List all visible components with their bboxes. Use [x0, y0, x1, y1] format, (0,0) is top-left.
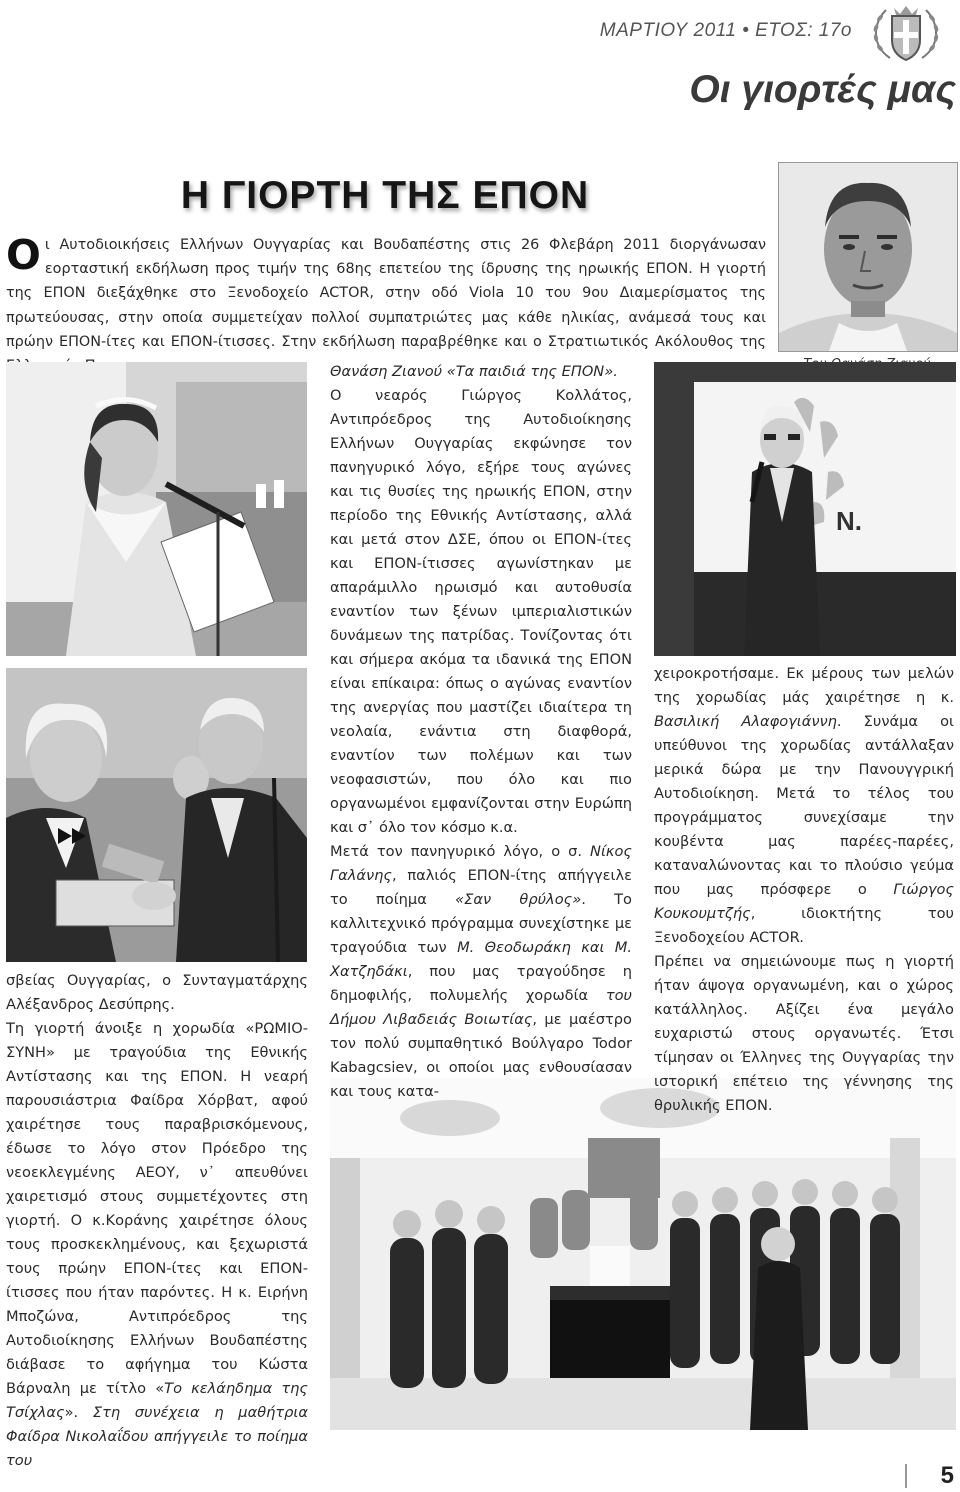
col2-p3-a: Μετά τον πανηγυρικό λόγο, ο σ. [330, 843, 591, 860]
photo-girl-reciting [6, 362, 307, 656]
col3-p1-name: Βασιλική Αλαφογιάννη [654, 713, 837, 730]
col2-p3-name1: Νίκος Γαλάνης [330, 843, 632, 884]
portrait-photo [778, 162, 958, 352]
col2-p3-poem: «Σαν θρύλος» [455, 891, 582, 908]
photo-award-handshake [6, 668, 307, 962]
intro-text: ι Αυτοδιοικήσεις Ελλήνων Ουγγαρίας και Βουδαπέστης στις 26 Φλεβάρη 2011 διοργάνωσαν εορταστική εκδήλωση προς τιμήν της 68ης επετείου της ίδρυσης της ηρωικής ΕΠΟΝ. Η γιορτή της ΕΠΟΝ διεξάχθηκε στο Ξενοδοχείο ACTOR, στην οδό Viola 10 του 9ου Διαμερίσματος της πρωτεύουσας, στην οποία συμμετείχαν πολλοί συμπατριώτες μας κάθε ηλικίας, ανάμεσά τους και πρώην ΕΠΟΝ-ίτες και ΕΠΟΝ-ίτισσες. Στην εκδήλωση παραβρέθηκε και ο Στρατιωτικός Ακόλουθος της [6, 237, 766, 350]
col2-paragraph-1 [330, 360, 632, 384]
section-title: Οι γιορτές μας [689, 68, 956, 111]
col3-p1-b: . Συνάμα οι υπεύθυνοι της χορωδίας αντάλλαξαν μερικά δώρα με την Πανουγγρική Αυτοδιοίκηση. Μετά το τέλος του προγράμματος συνεχίσαμε την κουβέντα μας παρέες-παρέες, καταναλώνοντας και το πλούσιο γεύμα που μας πρόσφερε ο [654, 713, 954, 898]
article-column-2 [330, 360, 632, 1104]
col2-p3-composers: Μ. Θεοδωράκη και Μ. Χατζηδάκι [330, 939, 632, 980]
col2-p1-italic: Θανάση Ζιανού «Τα παιδιά της ΕΠΟΝ». [330, 363, 618, 380]
col1-paragraph-1: σβείας Ουγγαρίας, ο Συνταγματάρχης Αλέξανδρος Δεσύπρης. [6, 972, 308, 1013]
col2-p3-b: , παλιός ΕΠΟΝ-ίτης απήγγειλε το ποίημα [330, 867, 632, 908]
col2-p3-d: , που μας τραγούδησε η δημοφιλής, πολυμελής χορωδία [330, 963, 632, 1004]
article-column-1 [6, 969, 308, 1473]
article-column-3 [654, 662, 954, 1118]
col1-p2-text: Τη γιορτή άνοιξε η χορωδία «ΡΩΜΙΟ-ΣΥΝΗ» με τραγούδια της Εθνικής Αντίστασης και της ΕΠΟΝ. Η νεαρή παρουσιάστρια Φαίδρα Χόρβατ, αφού χαιρέτησε τους παραβρισκόμενους, έδωσε το λόγο στον Πρόεδρο της νεοεκλεγμένης ΑΕΟΥ, ν᾽ απευθύνει χαιρετισμό στους συμμετέχοντες στη γιορτή. Ο κ.Κοράνης χαιρέτησε όλους τους προσκεκλημένους, και ξεχωριστά τους πρώην ΕΠΟΝ-ίτες και ΕΠΟΝ-ίτισσες που ήταν παρόντες. Η κ. Ειρήνη Μποζώνα, Αντιπρόεδρος της Αυτοδιοίκησης Ελλήνων Βουδαπέστης διάβασε το αφήγημα του Κώστα Βάρναλη με τίτλο « [6, 1020, 308, 1397]
photo-choir-performance [330, 1078, 956, 1430]
col2-paragraph-3 [330, 840, 632, 1104]
col1-p2-text-b: ». [64, 1404, 93, 1421]
col2-paragraph-2: Ο νεαρός Γιώργος Κολλάτος, Αντιπρόεδρος της Αυτοδιοίκησης Ελλήνων Ουγγαρίας εκφώνησε τον πανηγυρικό λόγο, εξήρε τους αγώνες και τις θυσίες της ηρωικής ΕΠΟΝ, στην περίοδο της Εθνικής Αντίστασης, αλλά και μετά στον ΔΣΕ, όπου οι ΕΠΟΝ-ίτες και ΕΠΟΝ-ίτισσες αγωνίστηκαν με απαράμιλλο ηρωισμό και αυτοθυσία εναντίον των ξένων ιμπεριαλιστικών δυνάμεων της πατρίδας. Τονίζοντας ότι και σήμερα ακόμα τα ιδανικά της ΕΠΟΝ είναι επίκαιρα: όπως ο αγώνας εναντίον της ανεργίας που μαστίζει ιδιαίτερα τη νεολαία, ενάντια στη διαφθορά, εναντίον των πολέμων και των νεοφασιστών, που όλο και πιο οργανωμένοι εμφανίζονται στην Ευρώπη και σ᾽ όλο τον κόσμο κ.α. [330, 387, 632, 836]
page-number: 5 [940, 1462, 954, 1489]
issue-dateline: ΜΑΡΤΙΟΥ 2011 • ΕΤΟΣ: 17ο [599, 20, 852, 41]
col3-paragraph-1 [654, 662, 954, 950]
col3-paragraph-2: Πρέπει να σημειώνουμε πως η γιορτή ήταν άψογα οργανωμένη, και ο χώρος κατάλληλος. Αξίζει ένα μεγάλο ευχαριστώ στους οργανωτές. Έτσι τίμησαν οι Έλληνες της Ουγγαρίας την ιστορική επέτειο της γέννησης της θρυλικής ΕΠΟΝ. [654, 953, 954, 1114]
article-headline: Η ΓΙΟΡΤΗ ΤΗΣ ΕΠΟΝ [180, 174, 590, 217]
col2-p3-choir: του Δήμου Λιβαδειάς Βοιωτίας [330, 987, 632, 1028]
col1-p2-story-title: Το κελάηδημα της Τσίχλας [6, 1380, 308, 1421]
article-intro [6, 233, 766, 378]
col2-p3-e: , με μαέστρο τον πολύ συμπαθητικό Βούλγαρο Todor Kabagcsiev, οι οποίοι μας ενθουσίασαν και τους κατα- [330, 1011, 632, 1100]
col1-paragraph-2 [6, 1017, 308, 1473]
col3-p1-a: χειροκροτήσαμε. Εκ μέρους των μελών της χορωδίας μάς χαιρέτησε η κ. [654, 665, 954, 706]
photo-speaker-podium [654, 362, 956, 656]
drop-cap: Ο [6, 231, 41, 279]
col1-p2-italic: Στη συνέχεια η μαθήτρια Φαίδρα Νικολαΐδου απήγγειλε το ποίημα του [6, 1404, 308, 1469]
greek-emblem-logo [866, 2, 946, 64]
col3-p1-owner: Γιώργος Κουκουμτζής [654, 881, 954, 922]
col3-p1-c: , ιδιοκτήτης του Ξενοδοχείου ACTOR. [654, 905, 954, 946]
banner-letters: N. [836, 506, 862, 536]
col2-p3-c: . Το καλλιτεχνικό πρόγραμμα συνεχίστηκε με τραγούδια των [330, 891, 632, 956]
